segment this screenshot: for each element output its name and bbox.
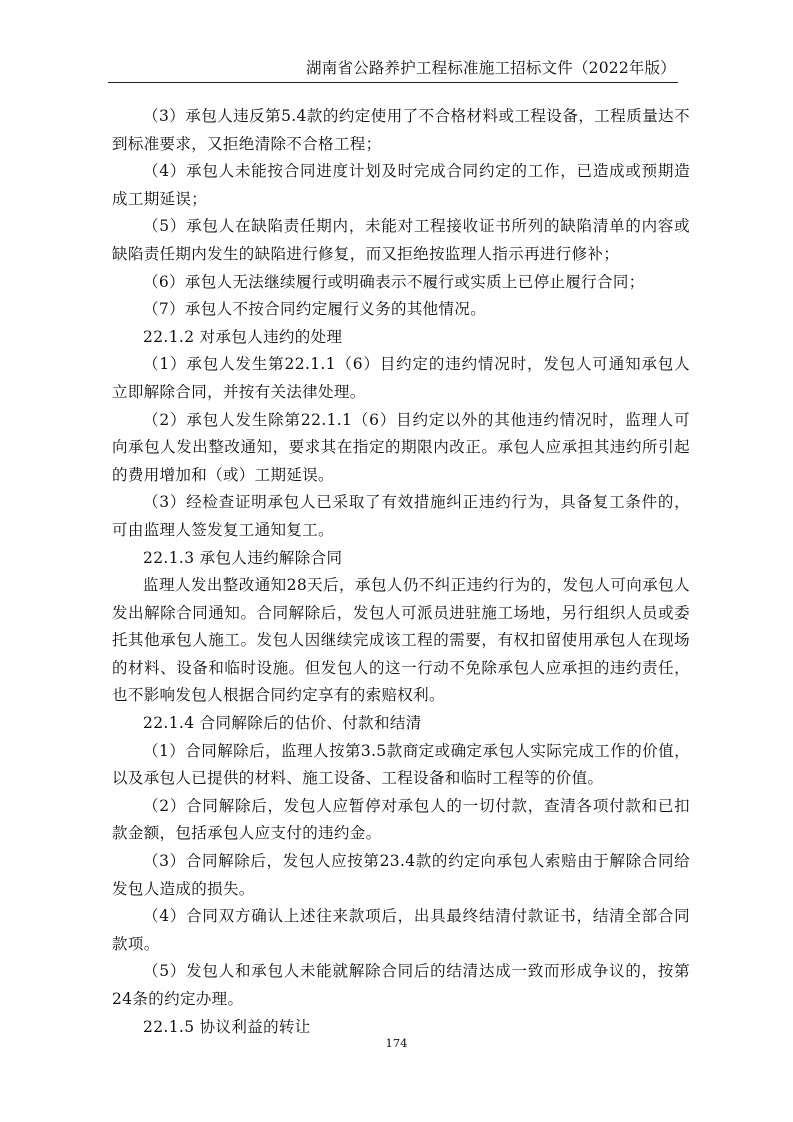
clause-paragraph: （2）承包人发生除第22.1.1（6）目约定以外的其他违约情况时，监理人可向承包人发出整改通知，要求其在指定的期限内改正。承包人应承担其违约所引起的费用增加和（或）工期延误。 <box>112 410 690 484</box>
document-title: 湖南省公路养护工程标准施工招标文件（2022年版） <box>306 59 676 77</box>
clause-paragraph: （7）承包人不按合同约定履行义务的其他情况。 <box>143 300 487 319</box>
clause-paragraph: （6）承包人无法继续履行或明确表示不履行或实质上已停止履行合同； <box>143 272 645 291</box>
page-header <box>108 52 678 83</box>
clause-paragraph: （1）合同解除后，监理人按第3.5款商定或确定承包人实际完成工作的价值，以及承包人已提供的材料、施工设备、工程设备和临时工程等的价值。 <box>112 741 690 788</box>
clause-paragraph: （3）合同解除后，发包人应按第23.4款的约定向承包人索赔由于解除合同给发包人造成的损失。 <box>112 852 690 898</box>
clause-paragraph: （5）承包人在缺陷责任期内，未能对工程接收证书所列的缺陷清单的内容或缺陷责任期内发生的缺陷进行修复，而又拒绝按监理人指示再进行修补； <box>112 217 690 263</box>
clause-paragraph: （2）合同解除后，发包人应暂停对承包人的一切付款，查清各项付款和已扣款金额，包括承包人应支付的违约金。 <box>112 796 690 843</box>
section-heading: 22.1.2 对承包人违约的处理 <box>143 327 343 346</box>
section-heading: 22.1.4 合同解除后的估价、付款和结清 <box>143 714 422 733</box>
section-heading: 22.1.3 承包人违约解除合同 <box>143 548 343 567</box>
clause-paragraph: （4）合同双方确认上述往来款项后，出具最终结清付款证书，结清全部合同款项。 <box>112 907 690 953</box>
clause-paragraph: （3）经检查证明承包人已采取了有效措施纠正违约行为，具备复工条件的，可由监理人签发复工通知复工。 <box>112 493 690 539</box>
clause-paragraph: 监理人发出整改通知28天后，承包人仍不纠正违约行为的，发包人可向承包人发出解除合同通知。合同解除后，发包人可派员进驻施工场地，另行组织人员或委托其他承包人施工。发包人因继续完成该工程的需要，有权扣留使用承包人在现场的材料、设备和临时设施。但发包人的这一行动不免除承包人应承担的违约责任，也不影响发包人根据合同约定享有的索赔权利。 <box>112 576 690 705</box>
page-number: 174 <box>385 1036 408 1050</box>
section-heading: 22.1.5 协议利益的转让 <box>143 1017 311 1036</box>
clause-paragraph: （3）承包人违反第5.4款的约定使用了不合格材料或工程设备，工程质量达不到标准要求，又拒绝清除不合格工程； <box>112 107 690 153</box>
clause-paragraph: （1）承包人发生第22.1.1（6）目约定的违约情况时，发包人可通知承包人立即解除合同，并按有关法律处理。 <box>112 355 690 401</box>
document-body <box>112 103 690 1041</box>
clause-paragraph: （4）承包人未能按合同进度计划及时完成合同约定的工作，已造成或预期造成工期延误； <box>112 162 690 208</box>
clause-paragraph: （5）发包人和承包人未能就解除合同后的结清达成一致而形成争议的，按第24条的约定办理。 <box>112 962 690 1008</box>
